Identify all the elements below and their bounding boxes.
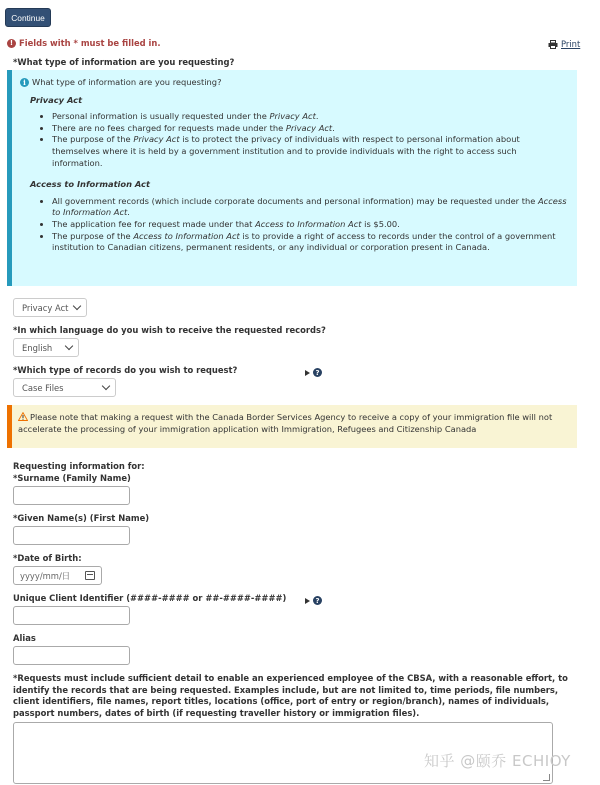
list-item: • The application fee for request made under that Access to Information Act is $5.00. bbox=[52, 219, 567, 231]
info-icon: i bbox=[20, 78, 29, 87]
access-act-heading: Access to Information Act bbox=[30, 179, 150, 190]
error-icon: ! bbox=[7, 39, 16, 48]
info-heading: What type of information are you requesting? bbox=[32, 77, 222, 87]
required-fields-text: Fields with * must be filled in. bbox=[19, 38, 161, 48]
records-type-label: *Which type of records do you wish to request? bbox=[13, 365, 238, 375]
records-type-help-toggle[interactable] bbox=[305, 368, 322, 377]
records-type-select[interactable] bbox=[13, 378, 116, 397]
dob-placeholder: yyyy/mm/日 bbox=[20, 570, 71, 581]
info-type-label: *What type of information are you requesting? bbox=[13, 57, 235, 67]
language-select[interactable] bbox=[13, 338, 79, 357]
language-value: English bbox=[22, 342, 53, 353]
surname-label: *Surname (Family Name) bbox=[13, 473, 131, 483]
privacy-act-heading: Privacy Act bbox=[30, 94, 83, 105]
alias-label: Alias bbox=[13, 633, 36, 643]
continue-button[interactable]: Continue bbox=[5, 8, 51, 27]
given-name-label: *Given Name(s) (First Name) bbox=[13, 513, 150, 523]
uci-label: Unique Client Identifier (####-#### or ##-####-####) bbox=[13, 593, 287, 603]
chevron-down-icon bbox=[102, 382, 110, 390]
surname-input[interactable] bbox=[13, 486, 130, 505]
expand-triangle-icon bbox=[305, 370, 310, 376]
calendar-icon[interactable] bbox=[85, 571, 95, 580]
info-type-select[interactable] bbox=[13, 298, 87, 317]
warning-icon bbox=[18, 412, 28, 421]
info-type-help-panel bbox=[7, 70, 577, 286]
given-name-input[interactable] bbox=[13, 526, 130, 545]
request-details-label: *Requests must include sufficient detail to enable an experienced employee of the CBSA, with a reasonable effort, to identify the records that are being requested. Examples include, but are not limited to, time periods, file numbers, client identifiers, file names, report titles, locations (office, port of entry or region/branch), names of individuals, passport numbers, dates of birth (if requesting traveller history or immigration files). bbox=[13, 673, 568, 718]
print-label[interactable]: Print bbox=[561, 39, 581, 49]
list-item: • There are no fees charged for requests made under the Privacy Act. bbox=[52, 123, 567, 135]
uci-help-toggle[interactable] bbox=[305, 596, 322, 605]
chevron-down-icon bbox=[65, 342, 73, 350]
warning-text: Please note that making a request with the Canada Border Services Agency to receive a copy of your immigration file will not accelerate the processing of your immigration application with Immigration, Refugees and Citizenship Canada bbox=[18, 412, 553, 434]
help-icon: ? bbox=[313, 368, 322, 377]
language-label: *In which language do you wish to receive the requested records? bbox=[13, 325, 326, 335]
access-act-list bbox=[20, 196, 567, 254]
records-type-value: Case Files bbox=[22, 382, 64, 393]
privacy-act-list bbox=[20, 111, 567, 169]
expand-triangle-icon bbox=[305, 598, 310, 604]
uci-input[interactable] bbox=[13, 606, 130, 625]
list-item: • The purpose of the Access to Information Act is to provide a right of access to records under the control of a government institution to Canadian citizens, permanent residents, or any individual or corporation present in Canada. bbox=[52, 231, 567, 254]
watermark: 知乎 @颐乔 ECHIOY bbox=[424, 752, 571, 770]
list-item: • The purpose of the Privacy Act is to protect the privacy of individuals with respect to personal information about themselves where it is held by a government institution and to provide individuals with the right to access such information. bbox=[52, 134, 567, 169]
resize-handle-icon[interactable] bbox=[543, 774, 550, 781]
info-type-value: Privacy Act bbox=[22, 302, 69, 313]
required-fields-note bbox=[7, 38, 161, 48]
alias-input[interactable] bbox=[13, 646, 130, 665]
requesting-for-heading: Requesting information for: bbox=[13, 461, 145, 471]
list-item: • All government records (which include corporate documents and personal information) may be requested under the Access to Information Act. bbox=[52, 196, 567, 219]
chevron-down-icon bbox=[73, 302, 81, 310]
dob-input[interactable] bbox=[13, 566, 102, 585]
print-link[interactable] bbox=[548, 39, 580, 49]
dob-label: *Date of Birth: bbox=[13, 553, 82, 563]
warning-panel bbox=[7, 405, 577, 448]
list-item: • Personal information is usually requested under the Privacy Act. bbox=[52, 111, 567, 123]
help-icon: ? bbox=[313, 596, 322, 605]
printer-icon bbox=[548, 40, 558, 49]
